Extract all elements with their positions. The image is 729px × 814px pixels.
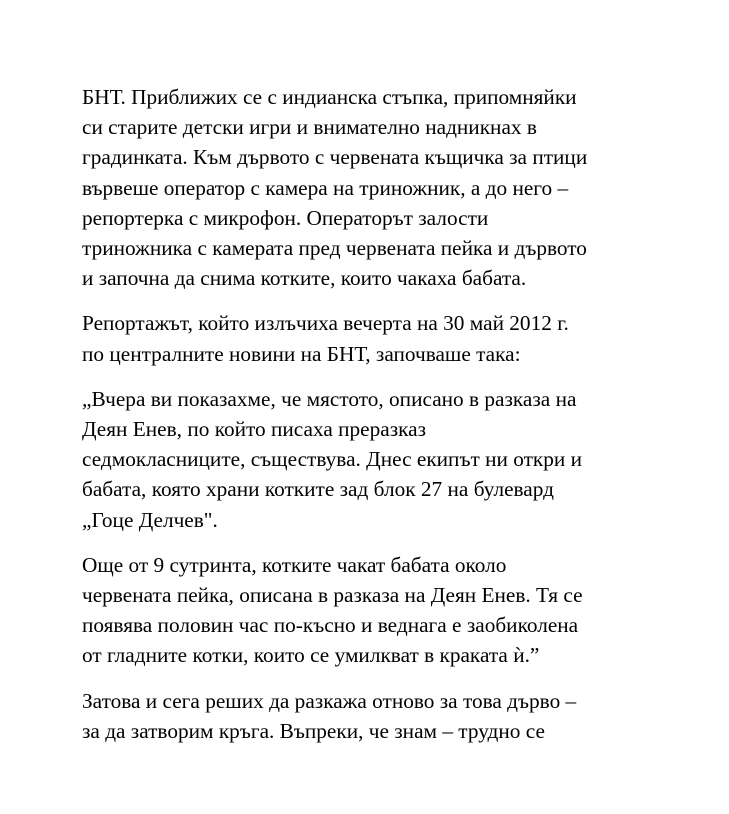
- text-line: Деян Енев, по който писаха преразказ: [82, 417, 427, 442]
- document-page: [82, 82, 662, 761]
- text-line: бабата, която храни котките зад блок 27 на булевард: [82, 477, 554, 502]
- text-line: от гладните котки, които се умилкват в краката ѝ.”: [82, 643, 540, 668]
- paragraph-1: [82, 82, 662, 293]
- text-line: „Гоце Делчев".: [82, 507, 218, 532]
- text-line: по централните новини на БНТ, започваше така:: [82, 341, 521, 366]
- paragraph-2: [82, 308, 662, 368]
- text-line: Затова и сега реших да разкажа отново за това дърво –: [82, 688, 577, 713]
- text-line: седмокласниците, съществува. Днес екипът ни откри и: [82, 447, 583, 472]
- text-line: БНТ. Приближих се с индианска стъпка, припомняйки: [82, 85, 577, 109]
- text-line: репортерка с микрофон. Операторът залости: [82, 205, 489, 230]
- text-line: Още от 9 сутринта, котките чакат бабата около: [82, 552, 507, 577]
- paragraph-3-quote: [82, 384, 662, 535]
- text-line: „Вчера ви показахме, че мястото, описано в разказа на: [82, 386, 577, 411]
- text-line: вървеше оператор с камера на триножник, а до него –: [82, 175, 569, 200]
- text-line: си старите детски игри и внимателно надникнах в: [82, 115, 537, 140]
- text-line: триножника с камерата пред червената пейка и дървото: [82, 236, 587, 261]
- paragraph-4-quote: [82, 550, 662, 671]
- text-line: за да затворим кръга. Въпреки, че знам – трудно се: [82, 718, 545, 743]
- text-line: червената пейка, описана в разказа на Деян Енев. Тя се: [82, 583, 583, 608]
- text-line: появява половин час по-късно и веднага е заобиколена: [82, 613, 579, 638]
- text-line: градинката. Към дървото с червената къщичка за птици: [82, 145, 588, 170]
- text-line: и започна да снима котките, които чакаха бабата.: [82, 266, 527, 291]
- paragraph-5: [82, 686, 662, 746]
- text-line: Репортажът, който излъчиха вечерта на 30 май 2012 г.: [82, 311, 569, 336]
